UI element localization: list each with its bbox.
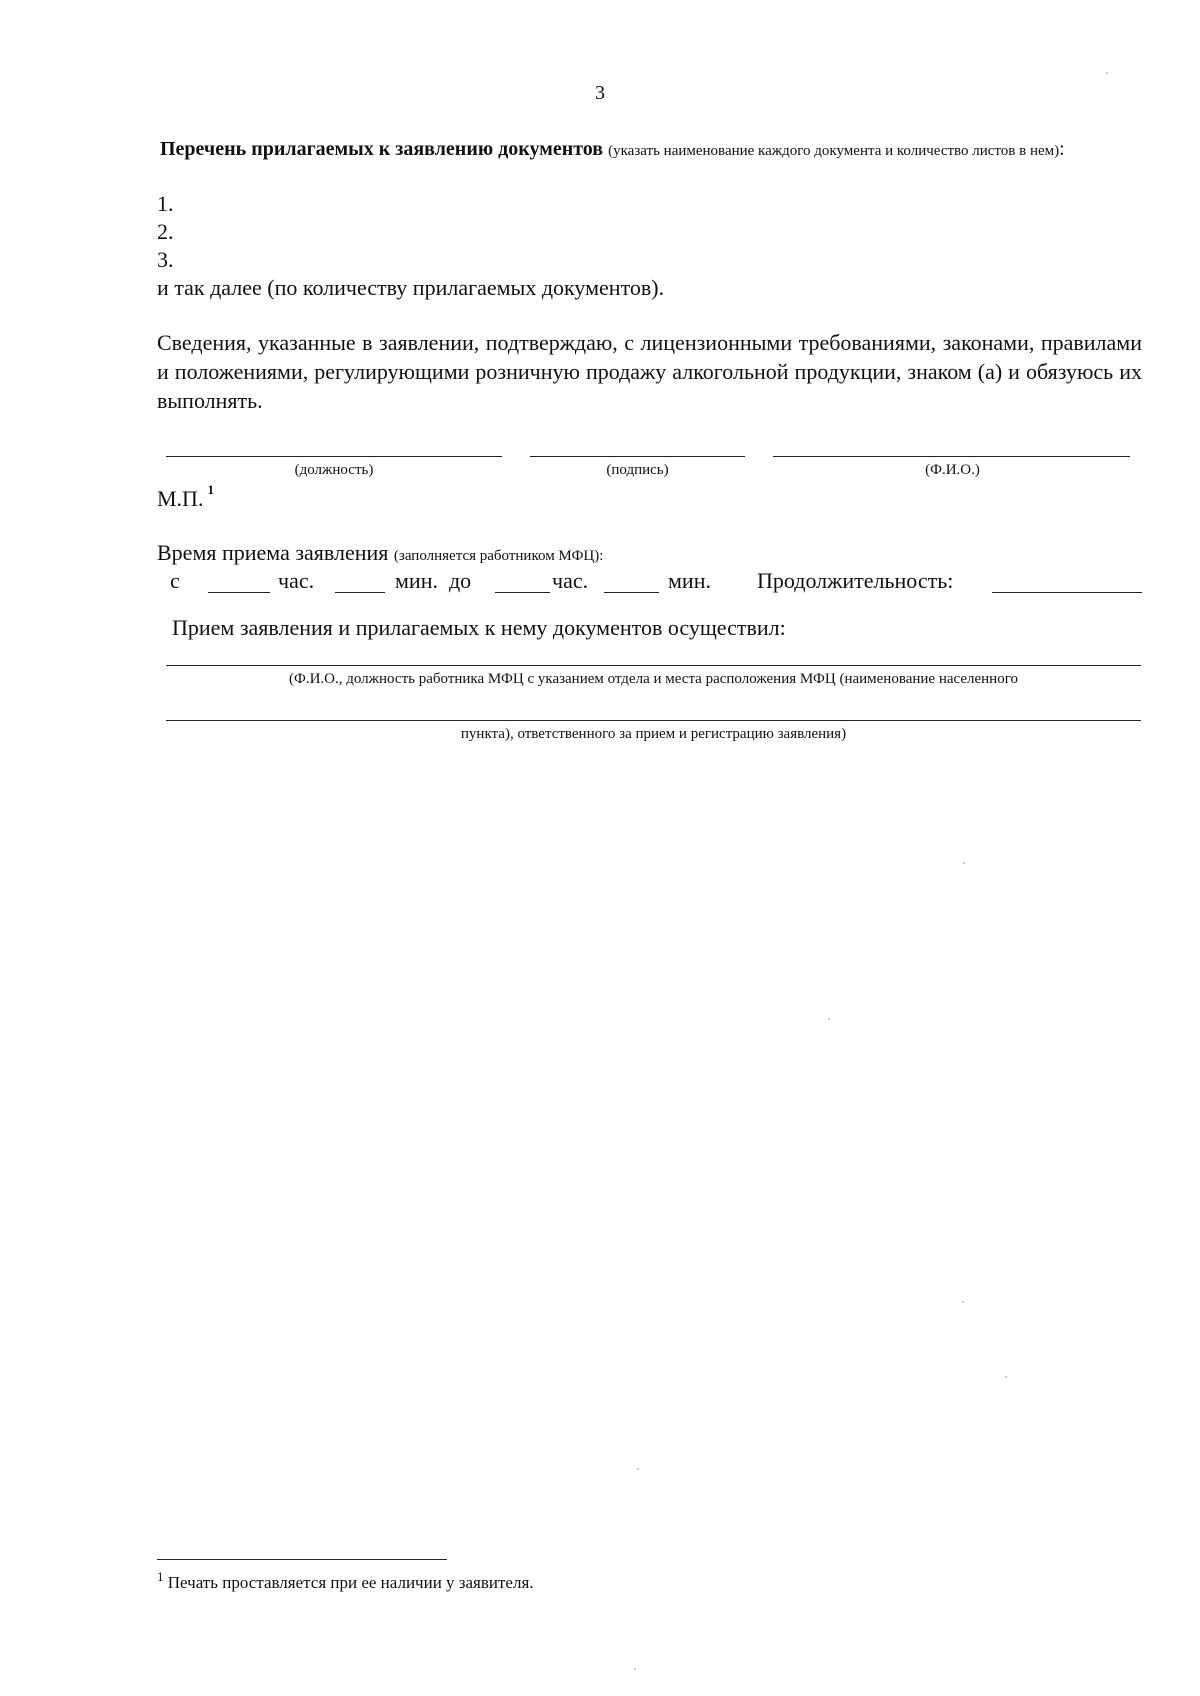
attachments-list — [157, 190, 174, 274]
hours-label-1: час. — [278, 568, 315, 593]
scan-speck — [637, 1468, 639, 1470]
position-line — [166, 456, 502, 457]
scan-speck — [963, 862, 965, 864]
confirmation-text: Сведения, указанные в заявлении, подтверждаю, с лицензионными требованиями, законами, правилами и положениями, регулирующими розничную продажу алкогольной продукции, знаком (а) и обязуюсь их выполнять. — [157, 330, 1142, 413]
attachments-title-end: : — [1059, 138, 1065, 160]
footnote-separator — [157, 1559, 447, 1560]
accepted-by-caption-1: (Ф.И.О., должность работника МФЦ с указанием отдела и места расположения МФЦ (наименование населенного — [288, 671, 1018, 687]
stamp-footnote-ref: 1 — [207, 482, 214, 497]
reception-time-title-note: (заполняется работником МФЦ): — [393, 548, 604, 564]
accepted-by-text: Прием заявления и прилагаемых к нему документов осуществил: — [172, 615, 786, 640]
attachments-continuation: и так далее (по количеству прилагаемых документов). — [157, 275, 665, 300]
accepted-by-line-2 — [166, 720, 1141, 721]
footnote-ref: 1 — [157, 1569, 164, 1584]
reception-time-title-text: Время приема заявления — [157, 540, 389, 565]
stamp-label — [157, 482, 214, 512]
footnote — [157, 1569, 534, 1593]
scan-speck — [1005, 1376, 1007, 1378]
attachments-title-bold: Перечень прилагаемых к заявлению документов — [160, 138, 604, 160]
minutes-label-2: мин. — [668, 568, 711, 593]
page-number: 3 — [595, 82, 605, 104]
signature-caption: (подпись) — [606, 462, 669, 478]
hours-blank-2 — [495, 592, 550, 593]
time-from-label: с — [170, 568, 180, 593]
accepted-by-line-1 — [166, 665, 1141, 666]
hours-label-2: час. — [552, 568, 589, 593]
position-caption: (должность) — [294, 462, 374, 478]
stamp-text: М.П. — [157, 486, 204, 511]
accepted-by-caption-2: пункта), ответственного за прием и регистрацию заявления) — [460, 726, 847, 742]
list-item: 1. — [157, 191, 174, 216]
attachments-title-note: (указать наименование каждого документа и количество листов в нем) — [608, 143, 1060, 159]
name-caption: (Ф.И.О.) — [925, 462, 980, 478]
list-item: 3. — [157, 247, 174, 272]
attachments-title — [160, 134, 1150, 166]
footnote-text: Печать проставляется при ее наличии у заявителя. — [167, 1573, 534, 1592]
list-item: 2. — [157, 219, 174, 244]
minutes-blank-1 — [335, 592, 385, 593]
minutes-blank-2 — [604, 592, 659, 593]
hours-blank-1 — [208, 592, 270, 593]
signature-line — [530, 456, 745, 457]
scan-speck — [828, 1018, 830, 1020]
scan-speck — [634, 1668, 636, 1670]
name-line — [773, 456, 1130, 457]
duration-label: Продолжительность: — [757, 568, 954, 593]
scan-speck — [962, 1301, 964, 1303]
scan-speck — [1106, 72, 1108, 74]
minutes-to-label: мин. до — [395, 568, 472, 593]
duration-blank — [992, 592, 1142, 593]
reception-time-title — [157, 540, 603, 566]
